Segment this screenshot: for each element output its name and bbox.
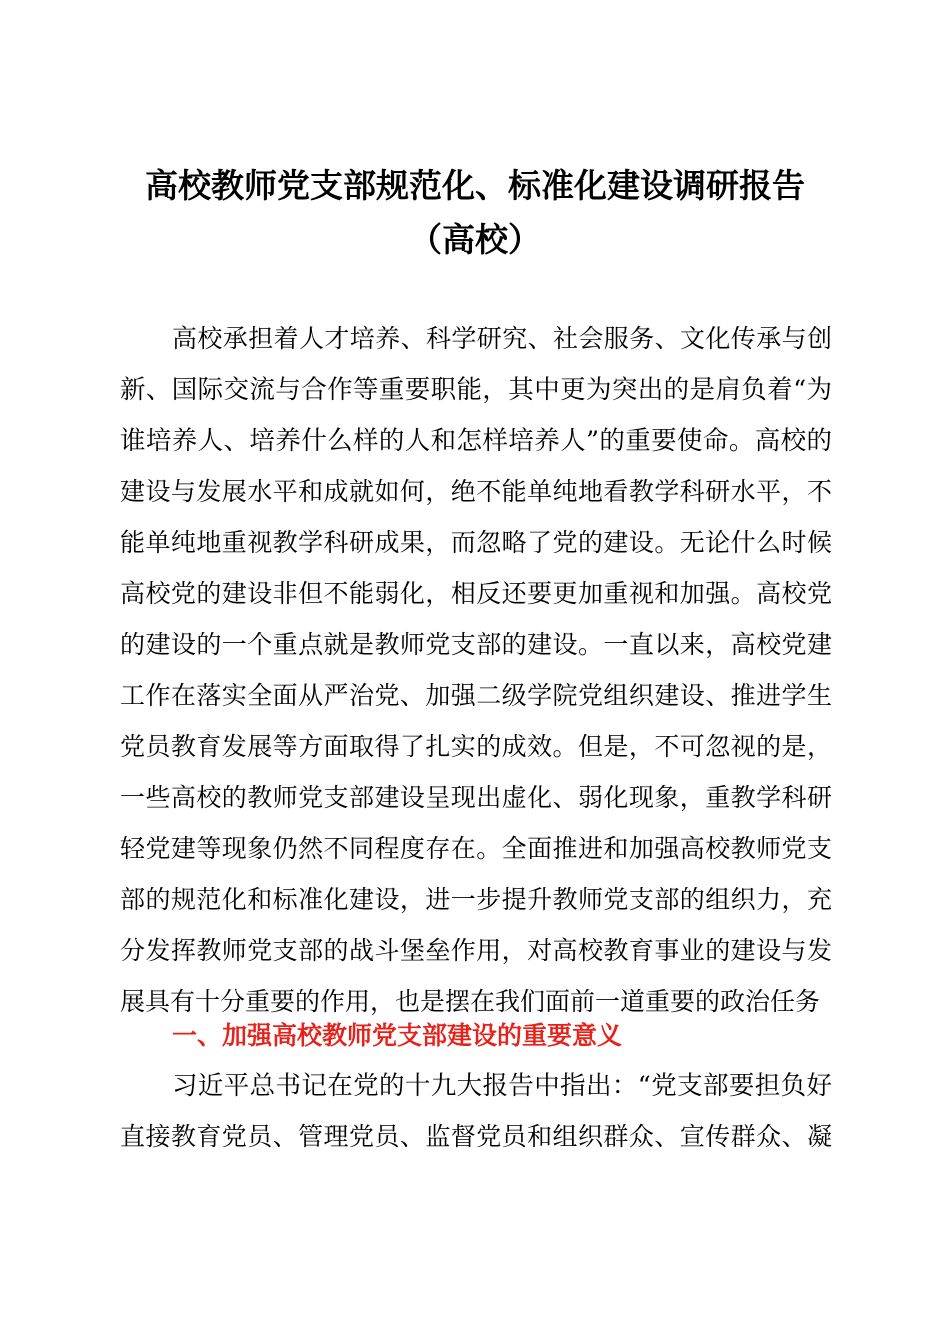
paragraph-1-line: 党员教育发展等方面取得了扎实的成效。但是，不可忽视的是， — [120, 732, 832, 761]
paragraph-1-line: 部的规范化和标准化建设，进一步提升教师党支部的组织力，充 — [120, 885, 832, 914]
paragraph-2-line: 直接教育党员、管理党员、监督党员和组织群众、宣传群众、凝 — [120, 1122, 832, 1151]
paragraph-1-line: 能单纯地重视教学科研成果，而忽略了党的建设。无论什么时候 — [120, 528, 832, 557]
paragraph-1-line: 工作在落实全面从严治党、加强二级学院党组织建设、推进学生 — [120, 681, 832, 710]
paragraph-1-line: 高校党的建设非但不能弱化，相反还要更加重视和加强。高校党 — [120, 579, 832, 608]
paragraph-1-line: 的建设的一个重点就是教师党支部的建设。一直以来，高校党建 — [120, 630, 832, 659]
document-subtitle: （高校） — [409, 220, 541, 259]
paragraph-1-line: 建设与发展水平和成就如何，绝不能单纯地看教学科研水平，不 — [120, 477, 832, 506]
paragraph-1-line: 高校承担着人才培养、科学研究、社会服务、文化传承与创 — [172, 324, 832, 353]
paragraph-1-line: 轻党建等现象仍然不同程度存在。全面推进和加强高校教师党支 — [120, 834, 832, 863]
document-title: 高校教师党支部规范化、标准化建设调研报告 — [145, 166, 805, 205]
paragraph-1-line: 谁培养人、培养什么样的人和怎样培养人”的重要使命。高校的 — [120, 426, 832, 456]
section-heading: 一、加强高校教师党支部建设的重要意义 — [172, 1021, 623, 1050]
paragraph-2-line: 习近平总书记在党的十九大报告中指出：“党支部要担负好 — [172, 1071, 832, 1101]
paragraph-1-line: 新、国际交流与合作等重要职能，其中更为突出的是肩负着“为 — [120, 375, 832, 405]
paragraph-1-line: 展具有十分重要的作用，也是摆在我们面前一道重要的政治任务 — [120, 987, 821, 1016]
paragraph-1-line: 分发挥教师党支部的战斗堡垒作用，对高校教育事业的建设与发 — [120, 936, 832, 965]
paragraph-1-line: 一些高校的教师党支部建设呈现出虚化、弱化现象，重教学科研 — [120, 783, 832, 812]
